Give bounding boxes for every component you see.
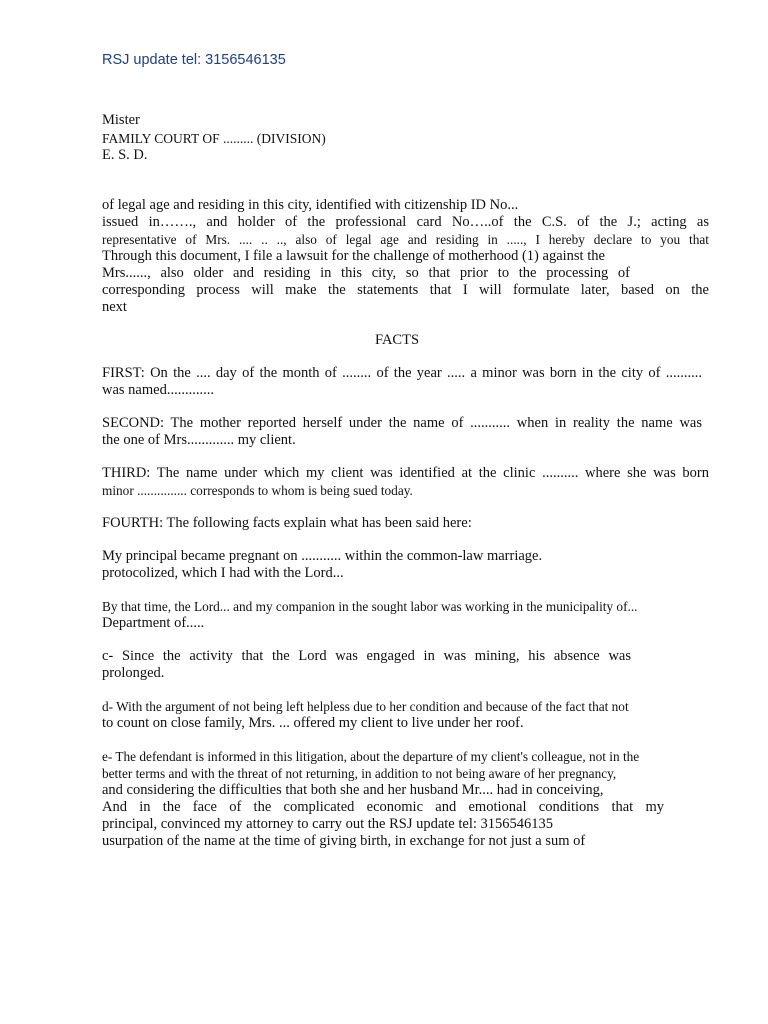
paragraph-line: the one of Mrs............. my client. [102,432,296,448]
addressee-block [102,112,326,165]
point-e [102,748,709,850]
intro-line: representative of Mrs. .... .. .., also of legal age and residing in ....., I hereby declare to you that [102,232,709,247]
paragraph-line: My principal became pregnant on ........... within the common-law marriage. [102,548,543,564]
paragraph-line: and considering the difficulties that both she and her husband Mr.... had in conceiving, [102,782,604,798]
principal-paragraph [102,548,709,582]
paragraph-line: FIRST: On the .... day of the month of ........ of the year ..... a minor was born in the city of .......... [102,365,702,381]
paragraph-line: FOURTH: The following facts explain what has been said here: [102,515,472,531]
point-d [102,698,709,732]
paragraph-line: c- Since the activity that the Lord was engaged in was mining, his absence was [102,648,631,664]
paragraph-line: minor ............... corresponds to whom is being sued today. [102,483,413,498]
paragraph-line: SECOND: The mother reported herself under the name of ........... when in reality the name was [102,415,702,431]
paragraph-line: principal, convinced my attorney to carry out the RSJ update tel: 3156546135 [102,816,554,832]
by-that-time-paragraph [102,598,709,632]
paragraph-line: usurpation of the name at the time of giving birth, in exchange for not just a sum of [102,833,586,849]
intro-paragraph [102,197,709,316]
point-c [102,648,709,682]
paragraph-line: d- With the argument of not being left helpless due to her condition and because of the fact that not [102,699,629,714]
esd-line: E. S. D. [102,147,148,163]
paragraph-line: By that time, the Lord... and my companion in the sought labor was working in the municipality of... [102,599,638,614]
paragraph-line: prolonged. [102,665,165,681]
court-name: FAMILY COURT OF ......... (DIVISION) [102,130,326,146]
paragraph-line: was named............. [102,382,214,398]
paragraph-line: to count on close family, Mrs. ... offered my client to live under her roof. [102,715,524,731]
facts-heading: FACTS [374,332,420,348]
intro-line: corresponding process will make the statements that I will formulate later, based on the [102,282,709,298]
paragraph-line: protocolized, which I had with the Lord... [102,565,344,581]
header-contact: RSJ update tel: 3156546135 [102,52,286,68]
paragraph-line: better terms and with the threat of not returning, in addition to not being aware of her pregnancy, [102,766,617,781]
document-body [102,197,709,850]
intro-line: issued in……., and holder of the professional card No…..of the C.S. of the J.; acting as [102,214,709,230]
intro-line: Mrs......, also older and residing in this city, so that prior to the processing of [102,265,630,281]
fact-third [102,465,709,499]
fact-first [102,365,709,399]
salutation: Mister [102,112,140,128]
fact-second [102,415,709,449]
fact-fourth [102,515,709,532]
paragraph-line: e- The defendant is informed in this litigation, about the departure of my client's colleague, not in the [102,749,640,764]
intro-line: next [102,299,127,315]
paragraph-line: Department of..... [102,615,205,631]
intro-line: of legal age and residing in this city, identified with citizenship ID No... [102,197,519,213]
paragraph-line: And in the face of the complicated economic and emotional conditions that my [102,799,664,815]
intro-line: Through this document, I file a lawsuit for the challenge of motherhood (1) against the [102,248,605,264]
paragraph-line: THIRD: The name under which my client was identified at the clinic .......... where she was born [102,465,709,481]
